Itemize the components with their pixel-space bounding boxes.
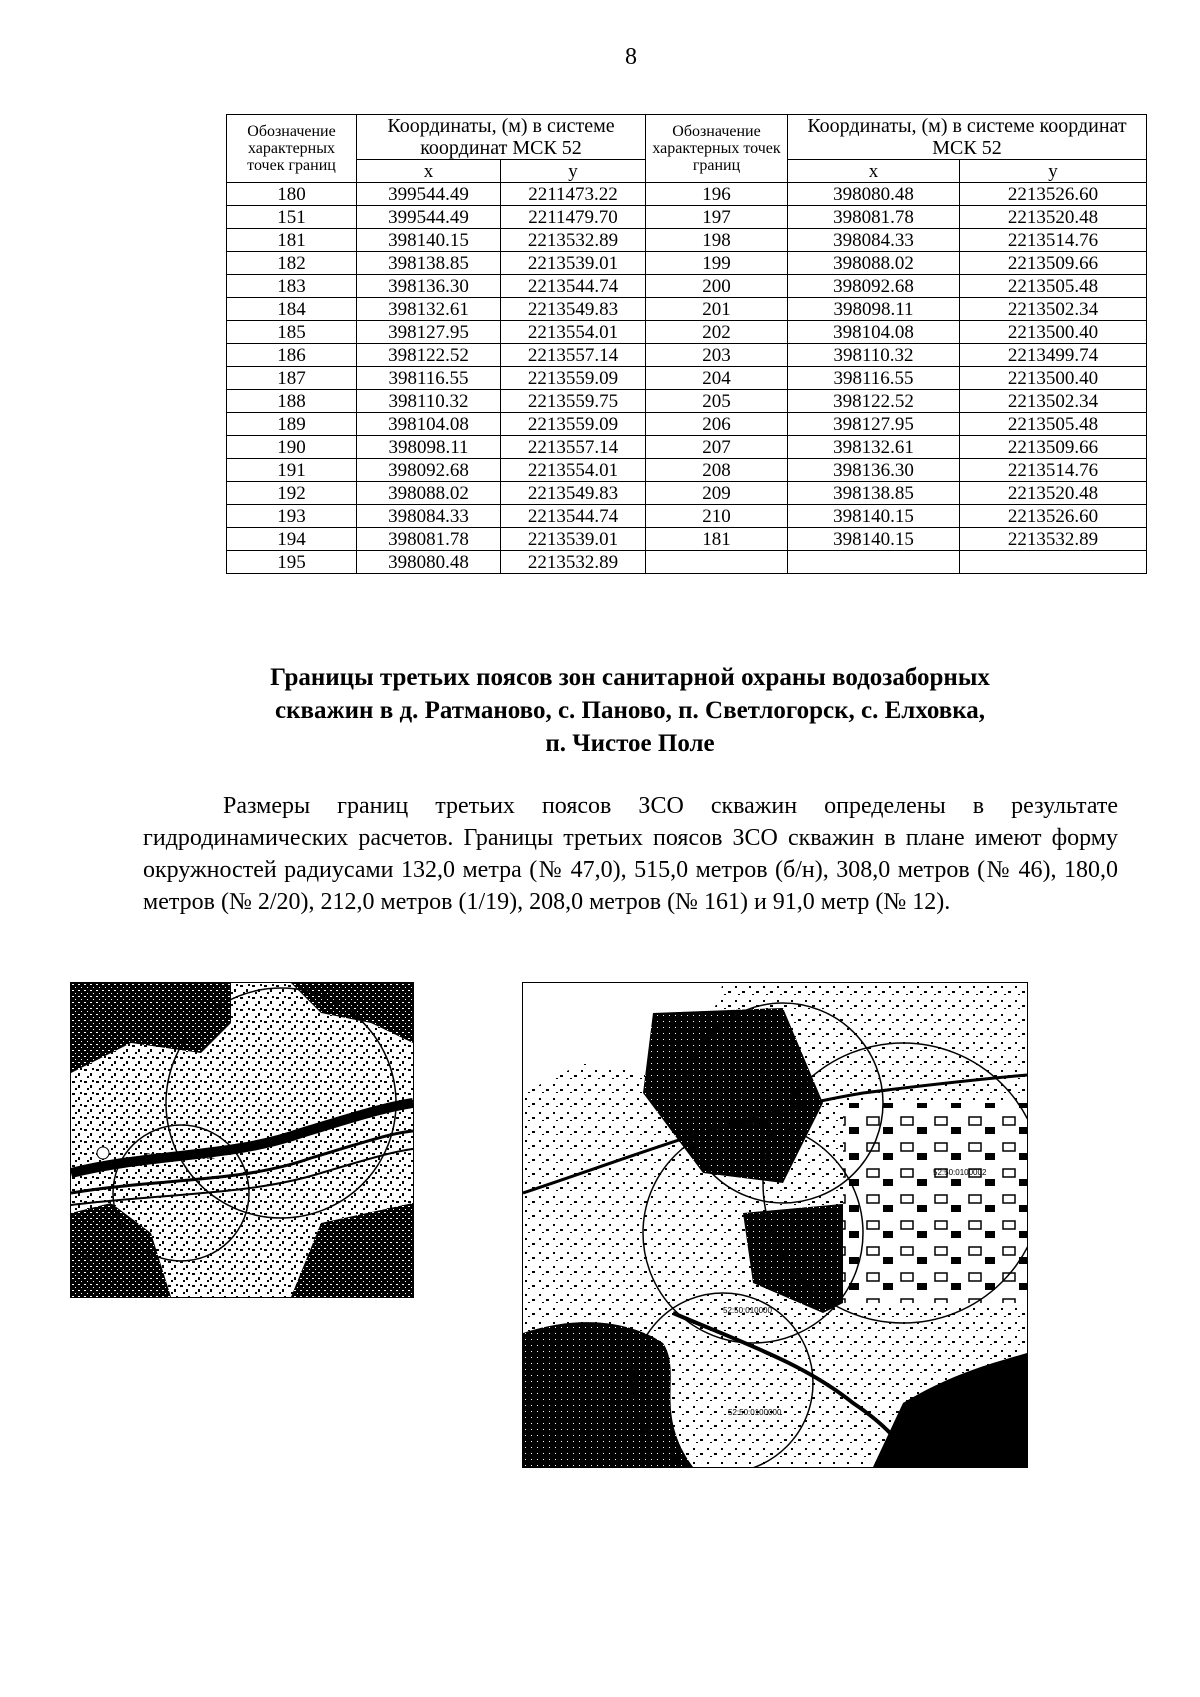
- cell-point-left: 187: [227, 367, 357, 390]
- cell-y-right: 2213500.40: [960, 321, 1147, 344]
- table-row: [227, 252, 1147, 275]
- cell-point-left: 184: [227, 298, 357, 321]
- cell-x-left: 398136.30: [357, 275, 501, 298]
- cell-point-left: 193: [227, 505, 357, 528]
- coordinates-table: [226, 114, 1147, 574]
- cell-point-right: 205: [646, 390, 788, 413]
- cell-x-left: 398092.68: [357, 459, 501, 482]
- map-right-label-1: 52:50:0100002: [933, 1168, 987, 1177]
- table-row: [227, 459, 1147, 482]
- cell-y-left: 2211479.70: [501, 206, 646, 229]
- cell-point-right: 208: [646, 459, 788, 482]
- map-right: [522, 982, 1028, 1468]
- cell-y-right: [960, 551, 1147, 574]
- cell-point-left: 181: [227, 229, 357, 252]
- cell-x-left: 398098.11: [357, 436, 501, 459]
- cell-x-right: 398116.55: [788, 367, 960, 390]
- cell-point-right: [646, 551, 788, 574]
- cell-y-right: 2213520.48: [960, 482, 1147, 505]
- header-coords-group-right: Координаты, (м) в системе координат МСК 52: [788, 115, 1147, 160]
- cell-y-right: 2213500.40: [960, 367, 1147, 390]
- header-x-right: x: [788, 160, 960, 183]
- cell-x-right: 398088.02: [788, 252, 960, 275]
- cell-y-right: 2213509.66: [960, 436, 1147, 459]
- cell-x-right: 398104.08: [788, 321, 960, 344]
- table-row: [227, 229, 1147, 252]
- cell-x-left: 398081.78: [357, 528, 501, 551]
- map-right-drawing: [523, 983, 1027, 1467]
- cell-x-left: 398080.48: [357, 551, 501, 574]
- cell-x-right: 398110.32: [788, 344, 960, 367]
- cell-point-right: 199: [646, 252, 788, 275]
- cell-y-left: 2213559.09: [501, 413, 646, 436]
- cell-y-right: 2213505.48: [960, 413, 1147, 436]
- cell-y-left: 2211473.22: [501, 183, 646, 206]
- cell-point-left: 195: [227, 551, 357, 574]
- header-coords-group-left: Координаты, (м) в системе координат МСК 52: [357, 115, 646, 160]
- cell-x-left: 399544.49: [357, 183, 501, 206]
- cell-point-left: 180: [227, 183, 357, 206]
- cell-point-right: 198: [646, 229, 788, 252]
- heading-line-2: скважин в д. Ратманово, с. Паново, п. Светлогорск, с. Елховка,: [275, 697, 985, 724]
- heading-line-3: п. Чистое Поле: [545, 730, 715, 757]
- cell-x-left: 398122.52: [357, 344, 501, 367]
- table-row: [227, 183, 1147, 206]
- cell-x-right: 398081.78: [788, 206, 960, 229]
- cell-y-left: 2213549.83: [501, 482, 646, 505]
- cell-x-left: 398140.15: [357, 229, 501, 252]
- header-point-label-left: Обозначение характерных точек границ: [227, 115, 357, 183]
- map-left-drawing: [71, 983, 413, 1297]
- cell-y-left: 2213544.74: [501, 505, 646, 528]
- cell-x-left: 398116.55: [357, 367, 501, 390]
- table-row: [227, 390, 1147, 413]
- cell-x-right: 398080.48: [788, 183, 960, 206]
- cell-y-left: 2213532.89: [501, 229, 646, 252]
- heading-line-1: Границы третьих поясов зон санитарной охраны водозаборных: [270, 664, 990, 691]
- cell-point-left: 192: [227, 482, 357, 505]
- cell-point-left: 189: [227, 413, 357, 436]
- cell-y-right: 2213526.60: [960, 183, 1147, 206]
- header-point-label-right: Обозначение характерных точек границ: [646, 115, 788, 183]
- cell-x-right: 398138.85: [788, 482, 960, 505]
- cell-y-left: 2213559.09: [501, 367, 646, 390]
- table-row: [227, 528, 1147, 551]
- cell-point-right: 210: [646, 505, 788, 528]
- cell-y-right: 2213502.34: [960, 298, 1147, 321]
- cell-x-left: 398088.02: [357, 482, 501, 505]
- cell-x-left: 398127.95: [357, 321, 501, 344]
- cell-x-right: 398084.33: [788, 229, 960, 252]
- table-row: [227, 367, 1147, 390]
- cell-y-left: 2213539.01: [501, 252, 646, 275]
- cell-point-right: 202: [646, 321, 788, 344]
- cell-y-right: 2213526.60: [960, 505, 1147, 528]
- cell-point-left: 190: [227, 436, 357, 459]
- cell-point-right: 181: [646, 528, 788, 551]
- section-heading: [180, 661, 1080, 760]
- cell-y-left: 2213549.83: [501, 298, 646, 321]
- cell-y-left: 2213557.14: [501, 436, 646, 459]
- header-y-left: y: [501, 160, 646, 183]
- cell-point-right: 209: [646, 482, 788, 505]
- cell-x-right: [788, 551, 960, 574]
- cell-point-left: 194: [227, 528, 357, 551]
- map-left: [70, 982, 414, 1298]
- cell-y-right: 2213505.48: [960, 275, 1147, 298]
- cell-y-right: 2213520.48: [960, 206, 1147, 229]
- cell-x-right: 398127.95: [788, 413, 960, 436]
- cell-x-right: 398132.61: [788, 436, 960, 459]
- cell-point-right: 196: [646, 183, 788, 206]
- page-number: 8: [625, 44, 637, 70]
- map-left-label-2: 52:50:0100000: [73, 1252, 127, 1261]
- cell-x-left: 398138.85: [357, 252, 501, 275]
- table-row: [227, 206, 1147, 229]
- cell-y-right: 2213509.66: [960, 252, 1147, 275]
- table-row: [227, 436, 1147, 459]
- cell-x-left: 398084.33: [357, 505, 501, 528]
- cell-x-right: 398092.68: [788, 275, 960, 298]
- cell-point-right: 204: [646, 367, 788, 390]
- cell-point-left: 183: [227, 275, 357, 298]
- cell-x-left: 398110.32: [357, 390, 501, 413]
- table-row: [227, 275, 1147, 298]
- cell-point-right: 206: [646, 413, 788, 436]
- cell-point-left: 188: [227, 390, 357, 413]
- cell-point-right: 197: [646, 206, 788, 229]
- cell-y-right: 2213499.74: [960, 344, 1147, 367]
- cell-y-left: 2213554.01: [501, 321, 646, 344]
- cell-x-right: 398140.15: [788, 505, 960, 528]
- cell-y-right: 2213514.76: [960, 229, 1147, 252]
- cell-y-left: 2213539.01: [501, 528, 646, 551]
- header-y-right: y: [960, 160, 1147, 183]
- body-paragraph: Размеры границ третьих поясов ЗСО скважин определены в результате гидродинамических расчетов. Границы третьих поясов ЗСО скважин в плане имеют форму окружностей радиусами 132,0 метра (№ 47,0), 515,0 метров (б/н), 308,0 метров (№ 46), 180,0 метров (№ 2/20), 212,0 метров (1/19), 208,0 метров (№ 161) и 91,0 метр (№ 12).: [143, 793, 1118, 915]
- cell-point-left: 182: [227, 252, 357, 275]
- table-row: [227, 344, 1147, 367]
- table-body: [227, 183, 1147, 574]
- cell-y-left: 2213544.74: [501, 275, 646, 298]
- header-x-left: x: [357, 160, 501, 183]
- table-row: [227, 413, 1147, 436]
- cell-point-right: 203: [646, 344, 788, 367]
- cell-y-left: 2213554.01: [501, 459, 646, 482]
- cell-point-left: 151: [227, 206, 357, 229]
- cell-point-left: 191: [227, 459, 357, 482]
- table-row: [227, 505, 1147, 528]
- cell-y-left: 2213559.75: [501, 390, 646, 413]
- table-row: [227, 482, 1147, 505]
- map-left-label-1: 52:50:0100000:302: [146, 1152, 215, 1161]
- cell-x-left: 398104.08: [357, 413, 501, 436]
- cell-y-right: 2213514.76: [960, 459, 1147, 482]
- cell-point-right: 201: [646, 298, 788, 321]
- map-right-label-3: 52:50:0100000: [728, 1408, 782, 1417]
- table-row: [227, 321, 1147, 344]
- cell-point-right: 207: [646, 436, 788, 459]
- cell-x-right: 398122.52: [788, 390, 960, 413]
- cell-x-left: 399544.49: [357, 206, 501, 229]
- cell-x-left: 398132.61: [357, 298, 501, 321]
- cell-y-right: 2213502.34: [960, 390, 1147, 413]
- cell-point-left: 185: [227, 321, 357, 344]
- table-row: [227, 551, 1147, 574]
- cell-point-right: 200: [646, 275, 788, 298]
- cell-y-left: 2213532.89: [501, 551, 646, 574]
- cell-point-left: 186: [227, 344, 357, 367]
- cell-y-right: 2213532.89: [960, 528, 1147, 551]
- cell-x-right: 398136.30: [788, 459, 960, 482]
- cell-x-right: 398140.15: [788, 528, 960, 551]
- table-row: [227, 298, 1147, 321]
- map-right-label-2: 52:50:010000: [723, 1306, 772, 1315]
- cell-y-left: 2213557.14: [501, 344, 646, 367]
- cell-x-right: 398098.11: [788, 298, 960, 321]
